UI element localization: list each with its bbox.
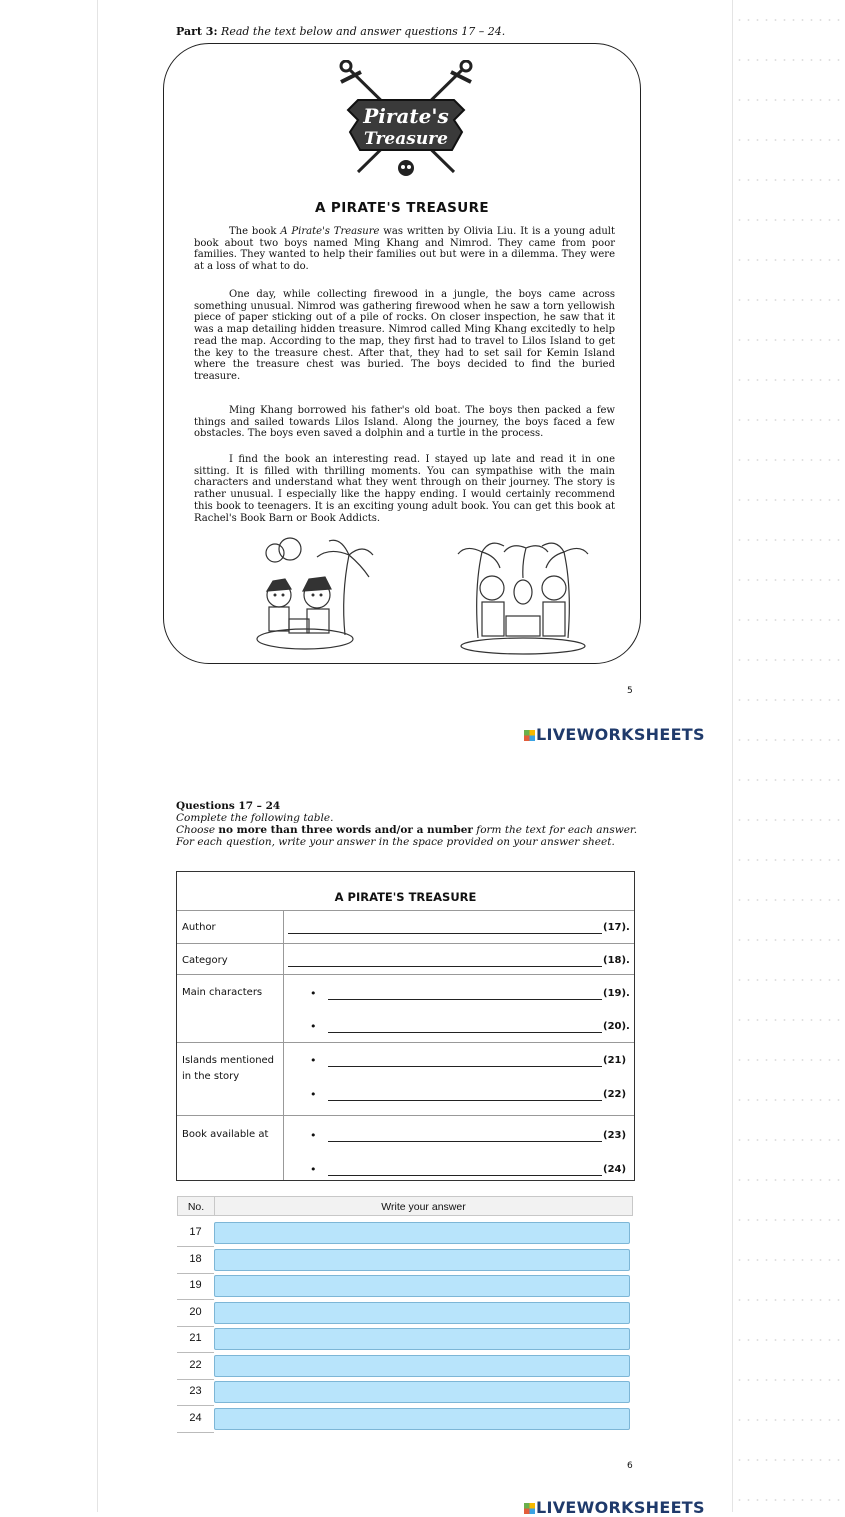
answer-input-19[interactable]	[214, 1275, 630, 1297]
answer-row-separator	[177, 1299, 214, 1300]
answer-row-number: 23	[189, 1385, 202, 1397]
logo-title-line1: Pirate's	[363, 104, 449, 128]
article-title: A PIRATE'S TREASURE	[314, 200, 490, 216]
answer-input-22[interactable]	[214, 1355, 630, 1377]
store1-answer-line	[328, 1127, 602, 1142]
answer-row-number: 20	[189, 1305, 202, 1318]
answer-row-separator	[177, 1379, 214, 1380]
questions-instructions: Questions 17 – 24 Complete the following table. Choose no more than three words and/or a number form the text for each answer. For each question, write your answer in the space provided on your answer sheet.	[176, 800, 638, 848]
answer-row-separator	[177, 1352, 214, 1353]
answer-row-number: 19	[189, 1279, 202, 1291]
summary-table-title: A PIRATE'S TREASURE	[334, 890, 477, 904]
main-characters-label: Main characters	[182, 987, 263, 998]
answer-input-17[interactable]	[214, 1222, 630, 1244]
answer-input-18[interactable]	[214, 1249, 630, 1271]
islands-label: Islands mentioned in the story	[182, 1055, 275, 1082]
liveworksheets-icon	[524, 1503, 535, 1514]
answer-table-answer-header: Write your answer	[214, 1196, 633, 1216]
island2-answer-line	[328, 1086, 602, 1101]
pirates-treasure-logo	[336, 60, 476, 185]
author-answer-line	[288, 919, 602, 934]
answer-row-separator	[177, 1326, 214, 1327]
book-available-label: Book available at	[182, 1129, 269, 1140]
book-title: A Pirate's Treasure	[280, 226, 380, 237]
answer-input-24[interactable]	[214, 1408, 630, 1430]
skull-icon	[398, 160, 414, 176]
logo-title-line2: Treasure	[364, 129, 448, 149]
side-dot-pattern	[735, 0, 845, 1512]
answer-table	[177, 1196, 633, 1431]
answer-input-20[interactable]	[214, 1302, 630, 1324]
answer-row-number: 21	[189, 1332, 202, 1344]
answer-row-number: 17	[189, 1226, 202, 1238]
article-paragraph-1: The book A Pirate's Treasure was written by Olivia Liu. It is a young adult book about two boys named Ming Khang and Nimrod. They came from poor families. They wanted to help their families out but were in a dilemma. They were at a loss of what to do.	[194, 226, 616, 273]
category-answer-line	[288, 952, 602, 967]
store2-answer-line	[328, 1161, 602, 1176]
pirate-island-illustration	[245, 535, 375, 657]
summary-table: A PIRATE'S TREASURE Author (17). Category (18). Main characters • (19). • (20). Islands mentioned in the story • (21) • (22) Book available at • (23) • (24)	[176, 871, 635, 1181]
boys-treasure-illustration	[456, 538, 590, 658]
article-paragraph-4: I find the book an interesting read. I stayed up late and read it in one sitting. It is filled with thrilling moments. You can sympathise with the main characters and understand what they went through on their journey. The story is rather unusual. I especially like the happy ending. I would certainly recommend this book to teenagers. It is an exciting young adult book. You can get this book at Rachel's Book Barn or Book Addicts.	[194, 454, 615, 524]
questions-heading: Questions 17 – 24	[176, 800, 281, 812]
answer-input-21[interactable]	[214, 1328, 630, 1350]
answer-row-separator	[177, 1246, 214, 1247]
article-paragraph-3: Ming Khang borrowed his father's old boat. The boys then packed a few things and sailed towards Lilos Island. Along the journey, the boys faced a few obstacles. The boys even saved a dolphin and a turtle in the process.	[194, 405, 615, 440]
island1-answer-line	[328, 1052, 602, 1067]
answer-row-number: 24	[189, 1411, 202, 1424]
liveworksheets-logo: LIVEWORKSHEETS	[524, 725, 705, 744]
character1-answer-line	[328, 985, 602, 1000]
category-label: Category	[182, 955, 228, 966]
answer-table-no-header: No.	[177, 1196, 215, 1216]
character2-answer-line	[328, 1018, 602, 1033]
answer-row-number: 22	[189, 1358, 202, 1371]
liveworksheets-logo-bottom: LIVEWORKSHEETS	[524, 1498, 705, 1517]
answer-row-separator	[177, 1273, 214, 1274]
part3-instruction: Part 3: Read the text below and answer questions 17 – 24.	[176, 25, 506, 38]
liveworksheets-icon	[524, 730, 535, 741]
page-number-6: 6	[627, 1461, 633, 1471]
answer-row-number: 18	[189, 1252, 202, 1265]
answer-row-separator	[177, 1405, 214, 1406]
page-number-5: 5	[627, 686, 633, 696]
answer-row-separator	[177, 1432, 214, 1433]
article-paragraph-2: One day, while collecting firewood in a jungle, the boys came across something unusual. Nimrod was gathering firewood when he saw a torn yellowish piece of paper sticking out of a pile of rocks. On closer inspection, he saw that it was a map detailing hidden treasure. Nimrod called Ming Khang excitedly to help read the map. According to the map, they first had to travel to Lilos Island to get the key to the treasure chest. After that, they had to set sail for Kemin Island where the treasure chest was buried. The boys decided to find the buried treasure.	[194, 289, 615, 382]
author-label: Author	[182, 922, 216, 933]
answer-input-23[interactable]	[214, 1381, 630, 1403]
